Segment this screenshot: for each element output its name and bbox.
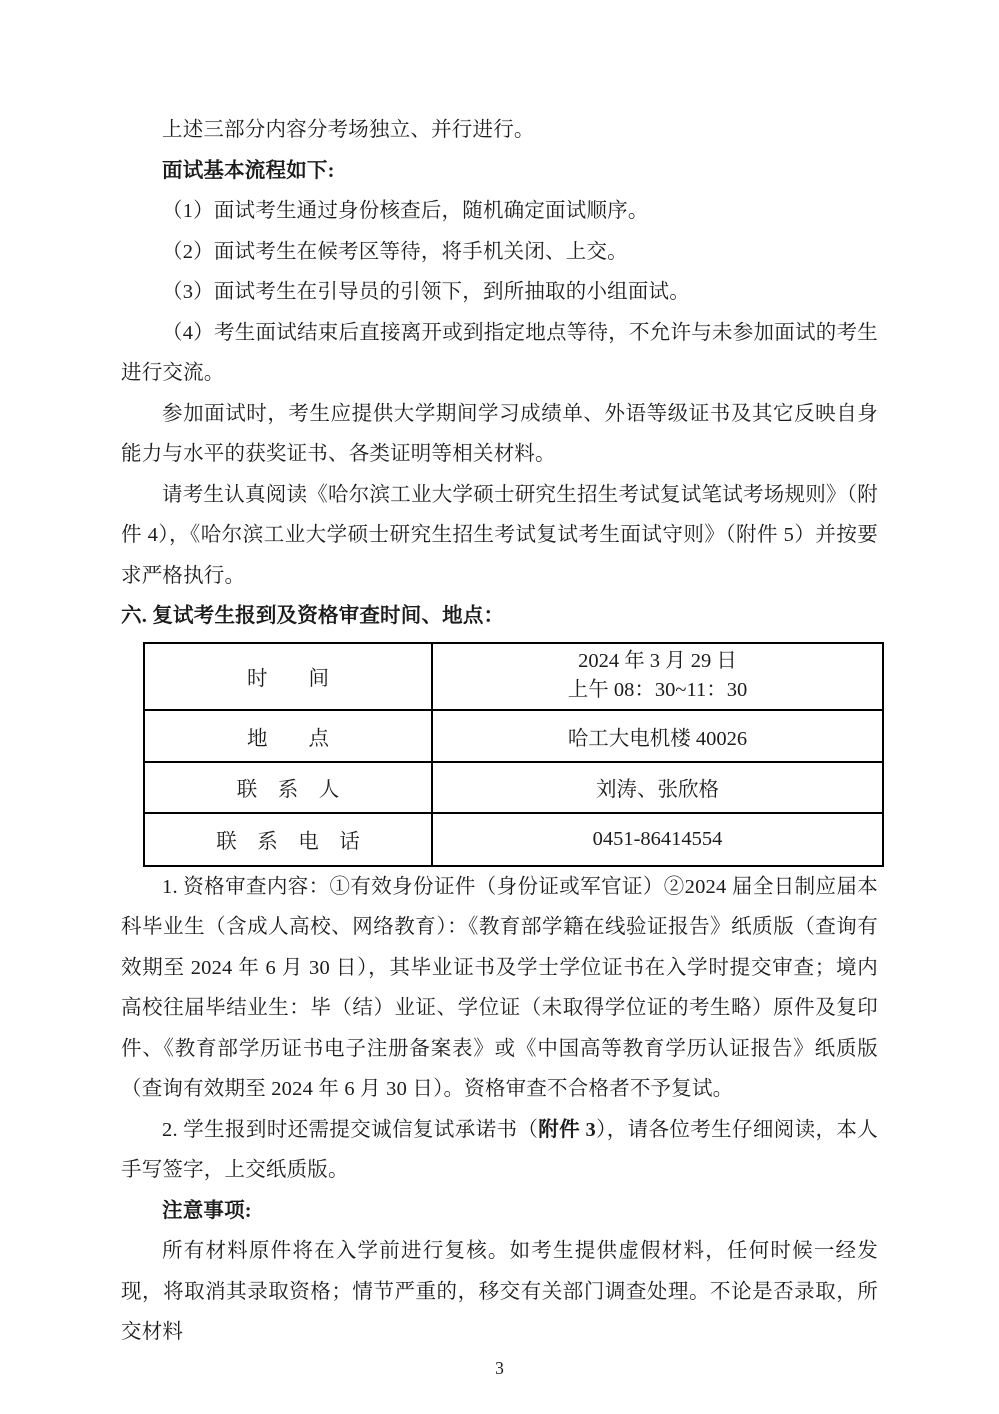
paragraph-read-rules: 请考生认真阅读《哈尔滨工业大学硕士研究生招生考试复试笔试考场规则》（附件 4），《哈尔滨工业大学硕士研究生招生考试复试考生面试守则》（附件 5）并按要求严格执行。 [121,483,878,587]
page-number: 3 [495,1357,504,1378]
time-date: 2024 年 3 月 29 日 [578,650,737,672]
time-range: 上午 08：30~11：30 [567,679,748,701]
heading-notes: 注意事项: [162,1199,252,1222]
document-content [121,110,878,1379]
paragraph-material-recheck: 所有材料原件将在入学前进行复核。如考生提供虚假材料，任何时候一经发现，将取消其录取资格；情节严重的，移交有关部门调查处理。不论是否录取，所交材料 [121,1240,878,1343]
section-heading-6: 六. 复试考生报到及资格审查时间、地点： [121,605,505,627]
time-value-cell [432,643,883,710]
place-value-cell: 哈工大电机楼 40026 [432,710,883,762]
contact-phone-value-cell: 0451-86414554 [432,813,883,866]
contact-person-value-cell: 刘涛、张欣格 [432,762,883,813]
interview-step-3: （3）面试考生在引导员的引领下，到所抽取的小组面试。 [162,281,690,303]
table-row-contact-person [144,762,883,813]
paragraph-materials: 参加面试时，考生应提供大学期间学习成绩单、外语等级证书及其它反映自身能力与水平的获奖证书、各类证明等相关材料。 [121,402,878,465]
interview-step-2: （2）面试考生在候考区等待，将手机关闭、上交。 [162,240,628,263]
commitment-text-before: 2. 学生报到时还需提交诚信复试承诺书（ [162,1118,539,1141]
contact-phone-label-cell: 联 系 电 话 [144,813,432,866]
commitment-text-after: ），请各位考生仔细阅读，本人手写签字，上交纸质版。 [121,1118,878,1181]
interview-step-4: （4）考生面试结束后直接离开或到指定地点等待，不允许与未参加面试的考生进行交流。 [121,321,878,384]
contact-person-label-cell: 联 系 人 [144,762,432,813]
table-row-time [144,643,883,710]
time-label-cell: 时 间 [144,643,432,710]
registration-info-table [143,642,884,867]
interview-steps [121,191,878,394]
table-row-place [144,710,883,762]
heading-interview-process: 面试基本流程如下: [162,159,335,182]
place-label-cell: 地 点 [144,710,432,762]
paragraph-intro: 上述三部分内容分考场独立、并行进行。 [162,119,535,141]
table-row-contact-phone [144,813,883,866]
commitment-attachment-bold: 附件 3 [538,1118,596,1141]
paragraph-commitment-letter [121,1110,878,1191]
interview-step-1: （1）面试考生通过身份核查后，随机确定面试顺序。 [162,200,649,222]
paragraph-qualification-review: 1. 资格审查内容：①有效身份证件（身份证或军官证）②2024 届全日制应届本科毕业生（含成人高校、网络教育）：《教育部学籍在线验证报告》纸质版（查询有效期至 2024 年 6 月 30 日），其毕业证书及学士学位证书在入学时提交审查；境内高校往届毕结业生：毕（结）业证、学位证（未取得学位证的考生略）原件及复印件、《教育部学历证书电子注册备案表》或《中国高等教育学历认证报告》纸质版（查询有效期至 2024 年 6 月 30 日）。资格审查不合格者不予复试。 [121,875,878,1100]
